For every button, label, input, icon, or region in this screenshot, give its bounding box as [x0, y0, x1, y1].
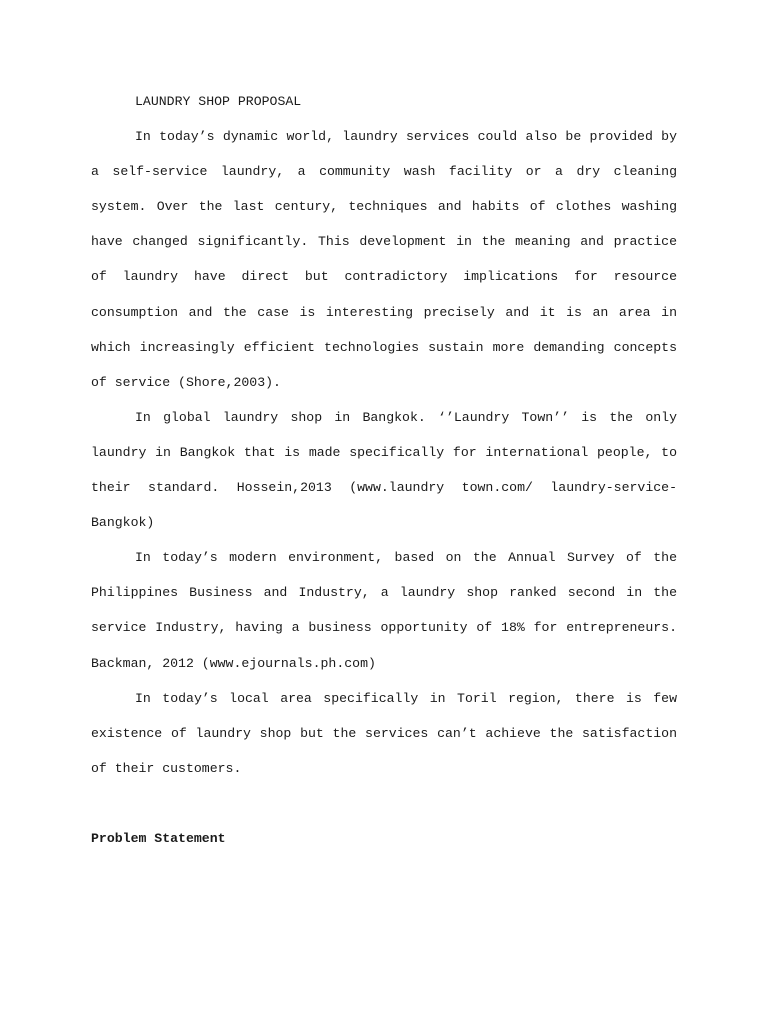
- paragraph-global: In global laundry shop in Bangkok. ‘’Laundry Town’’ is the only laundry in Bangkok that is made specifically for international people, to their standard. Hossein,2013 (www.laundry town.com/ laundry-service-Bangkok): [91, 409, 677, 531]
- paragraph-local: In today’s local area specifically in Toril region, there is few existence of laundry shop but the services can’t achieve the satisfaction of their customers.: [91, 690, 677, 776]
- paragraph-national: In today’s modern environment, based on the Annual Survey of the Philippines Business and Industry, a laundry shop ranked second in the service Industry, having a business opportunity of 18% for entrepreneurs. Backman, 2012 (www.ejournals.ph.com): [91, 550, 677, 671]
- section-heading-problem-statement: Problem Statement: [91, 830, 226, 846]
- paragraph-intro: In today’s dynamic world, laundry services could also be provided by a self-service laundry, a community wash facility or a dry cleaning system. Over the last century, techniques and habits of clothes washing have changed significantly. This development in the meaning and practice of laundry have direct but contradictory implications for resource consumption and the case is interesting precisely and it is an area in which increasingly efficient technologies sustain more demanding concepts of service (Shore,2003).: [91, 129, 677, 390]
- document-title: LAUNDRY SHOP PROPOSAL: [135, 94, 302, 109]
- document-body: [91, 84, 677, 856]
